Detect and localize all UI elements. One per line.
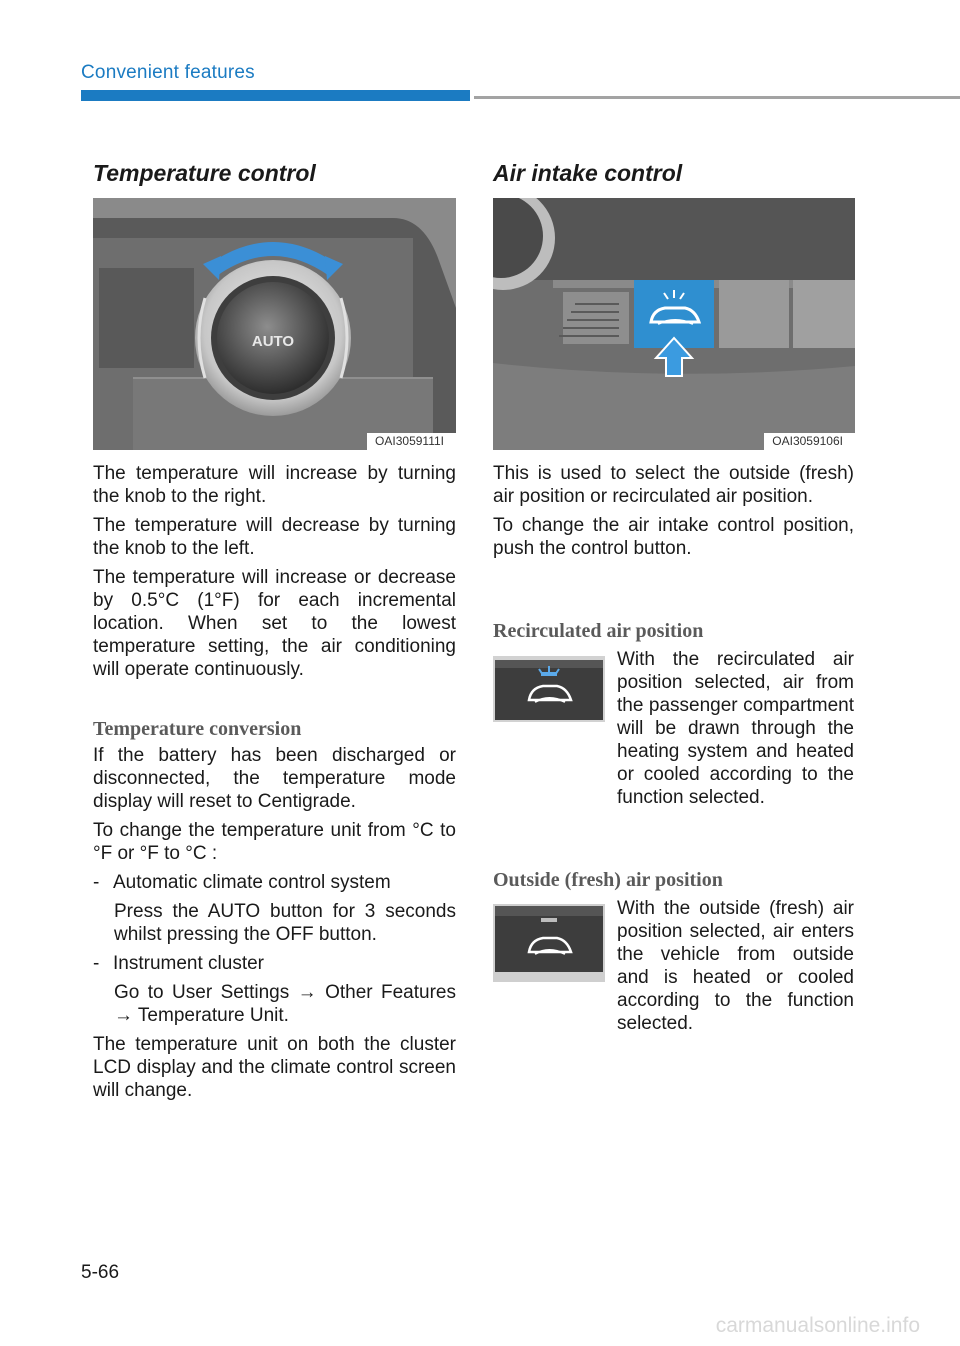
recirculated-air-button-image [493,656,605,722]
figure-code: OAI3059111I [367,433,456,450]
paragraph: This is used to select the outside (fresh) air position or recirculated air position. [493,463,854,507]
paragraph: To change the temperature unit from °C to °F or °F to °C : [93,820,456,864]
watermark: carmanualsonline.info [715,1314,920,1337]
knob-auto-label: AUTO [251,333,295,350]
header-rule [474,96,960,99]
recirculated-air-title: Recirculated air position [493,620,704,642]
air-intake-body [493,462,854,566]
air-intake-control-title: Air intake control [493,160,683,186]
paragraph: The temperature will increase by turning the knob to the right. [93,463,456,507]
dash-mark: - [93,953,100,974]
list-item-detail: Go to User Settings → Other Features → Temperature Unit. [114,982,456,1026]
dash-mark: - [93,872,100,893]
list-item [93,952,456,975]
outside-air-icon [493,904,605,982]
temperature-conversion-title: Temperature conversion [93,718,302,740]
air-intake-illustration [493,198,855,450]
list-item [93,871,456,894]
outside-air-title: Outside (fresh) air position [493,869,723,891]
temperature-control-title: Temperature control [93,160,316,186]
paragraph: To change the air intake control position, push the control button. [493,515,854,559]
paragraph: The temperature unit on both the cluster LCD display and the climate control screen will change. [93,1034,456,1101]
header-rule-accent [81,90,470,101]
temperature-knob-figure [93,198,456,450]
recirculated-air-text [617,648,854,815]
paragraph: The temperature will increase or decrease by 0.5°C (1°F) for each incremental location. When set to the lowest temperature setting, the air conditioning will operate continuously. [93,567,456,680]
paragraph: With the recirculated air position selected, air from the passenger compartment will be drawn through the heating system and heated or cooled according to the function selected. [617,649,854,808]
air-intake-figure [493,198,855,450]
list-item-label: Instrument cluster [113,953,264,974]
temperature-knob-illustration [93,198,456,450]
paragraph: The temperature will decrease by turning the knob to the left. [93,515,456,559]
recirculated-air-icon [493,656,605,722]
paragraph: With the outside (fresh) air position selected, air enters the vehicle from outside and is heated or cooled according to the function selected. [617,898,854,1034]
page-number: 5-66 [81,1262,120,1283]
conversion-body [93,744,456,1108]
temperature-body [93,462,456,687]
list-item-detail: Press the AUTO button for 3 seconds whilst pressing the OFF button. [114,901,456,945]
figure-code: OAI3059106I [764,433,855,450]
section-label: Convenient features [81,62,255,83]
outside-air-button-image [493,904,605,982]
paragraph: If the battery has been discharged or disconnected, the temperature mode display will reset to Centigrade. [93,745,456,812]
outside-air-text [617,897,854,1041]
list-item-label: Automatic climate control system [113,872,391,893]
